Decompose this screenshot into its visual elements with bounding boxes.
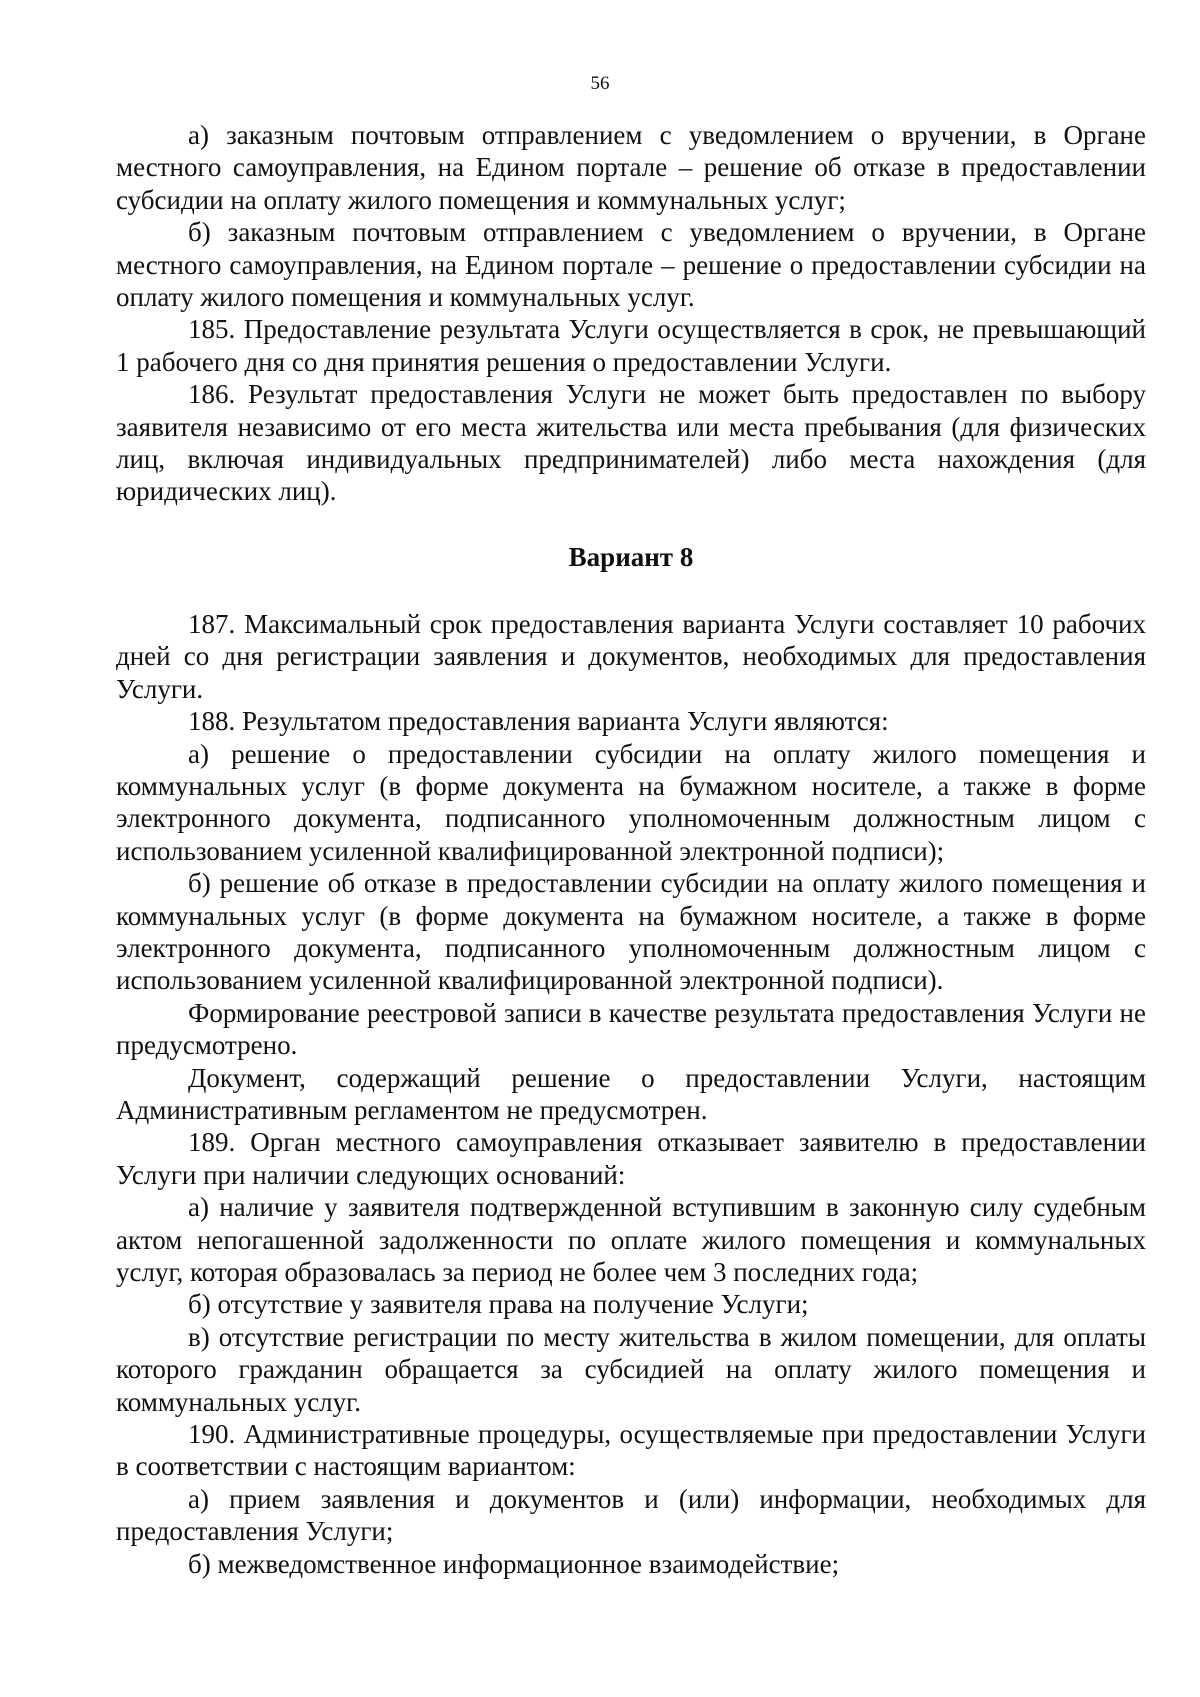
paragraph-190-b: б) межведомственное информационное взаимодействие;	[188, 1548, 840, 1579]
paragraph-registry-record: Формирование реестровой записи в качестве результата предоставления Услуги не предусмотрено.	[116, 997, 1146, 1061]
paragraph-190-a: а) прием заявления и документов и (или) информации, необходимых для предоставления Услуги;	[116, 1483, 1146, 1547]
paragraph-189: 189. Орган местного самоуправления отказывает заявителю в предоставлении Услуги при наличии следующих оснований:	[116, 1127, 1146, 1190]
paragraph-188-b: б) решение об отказе в предоставлении субсидии на оплату жилого помещения и коммунальных услуг (в форме документа на бумажном носителе, а также в форме электронного документа, подписанного уполномоченным должностным лицом с использованием усиленной квалифицированной электронной подписи).	[116, 868, 1146, 996]
paragraph-decision-document: Документ, содержащий решение о предоставлении Услуги, настоящим Административным регламентом не предусмотрен.	[116, 1062, 1146, 1125]
page-number: 56	[590, 73, 610, 94]
paragraph-185: 185. Предоставление результата Услуги осуществляется в срок, не превышающий 1 рабочего дня со дня принятия решения о предоставлении Услуги.	[116, 314, 1146, 377]
paragraph-189-b: б) отсутствие у заявителя права на получение Услуги;	[188, 1289, 809, 1320]
paragraph-189-a: а) наличие у заявителя подтвержденной вступившим в законную силу судебным актом непогашенной задолженности по оплате жилого помещения и коммунальных услуг, которая образовалась за период не более чем 3 последних года;	[116, 1192, 1146, 1287]
paragraph-a-refusal-delivery: а) заказным почтовым отправлением с уведомлением о вручении, в Органе местного самоуправления, на Едином портале – решение об отказе в предоставлении субсидии на оплату жилого помещения и коммунальных услуг;	[116, 120, 1146, 215]
paragraph-190: 190. Административные процедуры, осуществляемые при предоставлении Услуги в соответствии с настоящим вариантом:	[116, 1419, 1146, 1482]
section-heading-variant-8: Вариант 8	[568, 541, 694, 572]
paragraph-186: 186. Результат предоставления Услуги не может быть предоставлен по выбору заявителя независимо от его места жительства или места пребывания (для физических лиц, включая индивидуальных предпринимателей) либо места нахождения (для юридических лиц).	[116, 379, 1146, 507]
paragraph-188-a: а) решение о предоставлении субсидии на оплату жилого помещения и коммунальных услуг (в форме документа на бумажном носителе, а также в форме электронного документа, подписанного уполномоченным должностным лицом с использованием усиленной квалифицированной электронной подписи);	[116, 738, 1146, 866]
paragraph-188: 188. Результатом предоставления варианта Услуги являются:	[188, 706, 889, 737]
paragraph-189-v: в) отсутствие регистрации по месту жительства в жилом помещении, для оплаты которого гражданин обращается за субсидией на оплату жилого помещения и коммунальных услуг.	[116, 1321, 1146, 1417]
paragraph-187: 187. Максимальный срок предоставления варианта Услуги составляет 10 рабочих дней со дня регистрации заявления и документов, необходимых для предоставления Услуги.	[116, 608, 1146, 704]
paragraph-b-approval-delivery: б) заказным почтовым отправлением с уведомлением о вручении, в Органе местного самоуправления, на Едином портале – решение о предоставлении субсидии на оплату жилого помещения и коммунальных услуг.	[116, 217, 1146, 313]
document-body	[116, 119, 1146, 1580]
